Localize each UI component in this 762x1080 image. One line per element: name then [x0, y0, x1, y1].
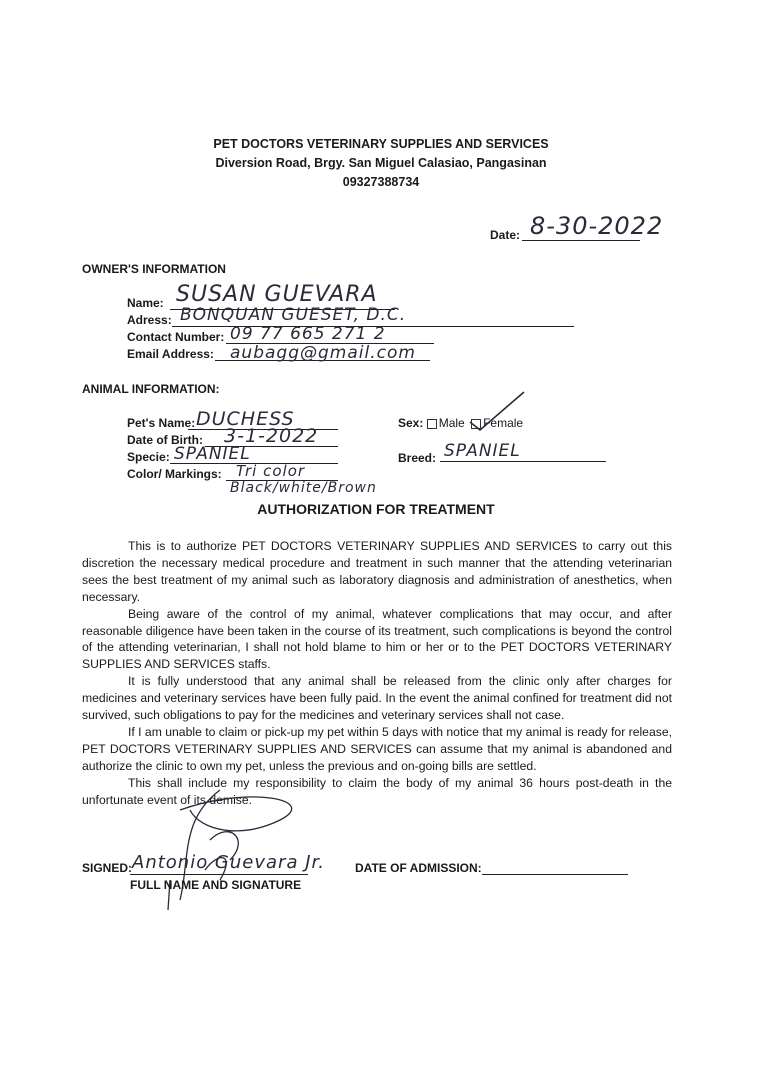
paragraph-2: Being aware of the control of my animal, whatever complications that may occur, and after reasonable diligence have been taken in the course of its treatment, such complications is beyond the control of the attending veterinarian, I shall not hold blame to him or her or to the PET DOCTORS VETERINARY SUPPLIES AND SERVICES staffs. — [82, 606, 672, 672]
paragraph-1: This is to authorize PET DOCTORS VETERINARY SUPPLIES AND SERVICES to carry out this discretion the necessary medical procedure and treatment in such manner that the attending veterinarian sees the best treatment of my animal such as laboratory diagnosis and administration of anesthetics, when necessary. — [82, 539, 672, 604]
owner-section-title: OWNER'S INFORMATION — [82, 262, 226, 276]
date-label: Date: — [490, 228, 521, 242]
female-check-mark — [462, 386, 532, 436]
authorization-body — [82, 538, 672, 809]
owner-contact-value[interactable]: 09 77 665 271 2 — [230, 324, 386, 344]
pet-name-value[interactable]: DUCHESS — [196, 408, 295, 430]
owner-name-value[interactable]: SUSAN GUEVARA — [176, 282, 378, 307]
clinic-name: PET DOCTORS VETERINARY SUPPLIES AND SERVICES — [213, 137, 549, 151]
owner-email-value[interactable]: aubagg@gmail.com — [230, 343, 416, 363]
male-label: Male — [438, 416, 465, 430]
dob-value[interactable]: 3-1-2022 — [224, 425, 319, 447]
breed-label: Breed: — [398, 451, 437, 465]
owner-name-label: Name: — [127, 296, 164, 310]
signed-value[interactable]: Antonio Guevara Jr. — [132, 852, 325, 873]
owner-email-label: Email Address: — [127, 347, 214, 361]
signed-label: SIGNED: — [82, 861, 133, 875]
authorization-title: AUTHORIZATION FOR TREATMENT — [257, 501, 495, 517]
female-label: Female — [483, 416, 524, 430]
specie-label: Specie: — [127, 450, 170, 464]
animal-section-title: ANIMAL INFORMATION: — [82, 382, 220, 396]
paragraph-5: This shall include my responsibility to claim the body of my animal 36 hours post-death in the unfortunate event of its demise. — [82, 775, 672, 807]
clinic-phone: 09327388734 — [342, 175, 420, 189]
date-line — [522, 240, 640, 241]
date-value[interactable]: 8-30-2022 — [530, 212, 664, 240]
pet-name-label: Pet's Name: — [127, 416, 196, 430]
male-checkbox[interactable] — [427, 419, 437, 429]
clinic-address: Diversion Road, Brgy. San Miguel Calasiao, Pangasinan — [215, 156, 547, 170]
admission-label: DATE OF ADMISSION: — [355, 861, 482, 875]
color-value-1[interactable]: Tri color — [236, 462, 306, 480]
color-label: Color/ Markings: — [127, 467, 222, 481]
owner-address-label: Adress: — [127, 313, 172, 327]
breed-line — [440, 461, 606, 462]
signed-line — [130, 874, 308, 875]
paragraph-4: If I am unable to claim or pick-up my pet within 5 days with notice that my animal is ready for release, PET DOCTORS VETERINARY SUPPLIES AND SERVICES can assume that my animal is abandoned and authorize the clinic to own my pet, unless the previous and on-going bills are settled. — [82, 724, 672, 773]
owner-contact-label: Contact Number: — [127, 330, 225, 344]
specie-value[interactable]: SPANIEL — [174, 444, 251, 464]
sex-label: Sex: — [398, 416, 424, 430]
paragraph-3: It is fully understood that any animal shall be released from the clinic only after charges for medicines and veterinary services have been fully paid. In the event the animal confined for treatment did not survived, such obligations to pay for the medicines and veterinary services shall not case. — [82, 674, 672, 723]
dob-label: Date of Birth: — [127, 433, 203, 447]
full-name-label: FULL NAME AND SIGNATURE — [130, 878, 302, 892]
signature-drawing — [160, 780, 330, 920]
breed-value[interactable]: SPANIEL — [444, 441, 521, 461]
admission-line — [482, 874, 628, 875]
color-value-2[interactable]: Black/white/Brown — [230, 480, 377, 496]
owner-address-value[interactable]: BONQUAN GUESET, D.C. — [180, 305, 407, 325]
